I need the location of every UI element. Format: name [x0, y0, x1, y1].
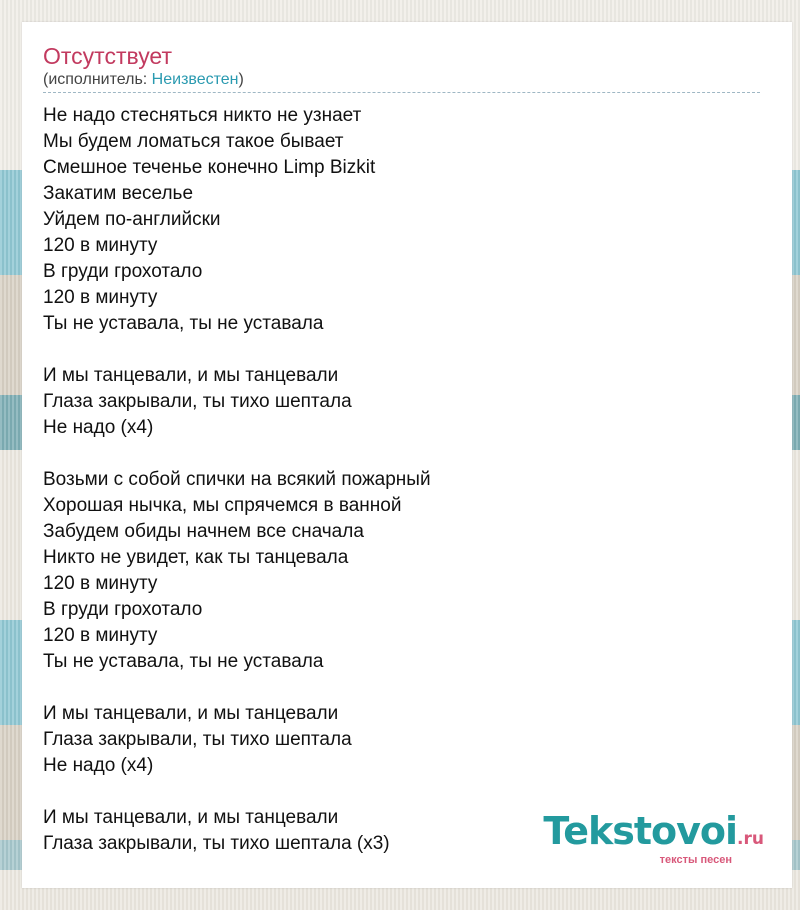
lyric-line: 120 в минуту	[43, 573, 158, 594]
logo-domain: .ru	[737, 829, 764, 849]
site-logo[interactable]	[543, 809, 764, 866]
lyric-line: Уйдем по-английски	[43, 209, 221, 230]
lyric-line: Не надо (x4)	[43, 755, 154, 776]
stanza-break	[43, 779, 760, 805]
lyric-line: В груди грохотало	[43, 261, 203, 282]
logo-wordmark	[543, 809, 764, 858]
lyric-line: Возьми с собой спички на всякий пожарный	[43, 469, 431, 490]
logo-tagline: тексты песен	[659, 854, 732, 866]
lyric-line: Закатим веселье	[43, 183, 194, 204]
lyric-line: Ты не уставала, ты не уставала	[43, 313, 324, 334]
lyric-line: 120 в минуту	[43, 625, 158, 646]
lyric-line: Никто не увидет, как ты танцевала	[43, 547, 349, 568]
performer-line	[43, 70, 760, 93]
stanza-break	[43, 337, 760, 363]
stanza-break	[43, 441, 760, 467]
lyric-line: И мы танцевали, и мы танцевали	[43, 703, 339, 724]
performer-link[interactable]: Неизвестен	[151, 71, 239, 88]
lyrics-card	[22, 22, 792, 888]
lyric-line: Забудем обиды начнем все сначала	[43, 521, 364, 542]
logo-name: Tekstovoi	[543, 809, 738, 853]
lyric-line: Глаза закрывали, ты тихо шептала	[43, 391, 352, 412]
lyrics-text	[43, 103, 760, 857]
performer-suffix: )	[238, 71, 244, 88]
lyric-line: И мы танцевали, и мы танцевали	[43, 365, 339, 386]
lyric-line: Смешное теченье конечно Limp Bizkit	[43, 157, 376, 178]
lyric-line: Глаза закрывали, ты тихо шептала	[43, 729, 352, 750]
lyric-line: И мы танцевали, и мы танцевали	[43, 807, 339, 828]
lyric-line: Не надо стесняться никто не узнает	[43, 105, 362, 126]
lyric-line: Мы будем ломаться такое бывает	[43, 131, 344, 152]
lyric-line: 120 в минуту	[43, 235, 158, 256]
song-title: Отсутствует	[43, 43, 172, 69]
performer-prefix: (исполнитель:	[43, 71, 152, 88]
lyric-line: Ты не уставала, ты не уставала	[43, 651, 324, 672]
lyric-line: Глаза закрывали, ты тихо шептала (x3)	[43, 833, 390, 854]
lyric-line: Не надо (x4)	[43, 417, 154, 438]
stanza-break	[43, 675, 760, 701]
lyric-line: Хорошая нычка, мы спрячемся в ванной	[43, 495, 402, 516]
lyric-line: В груди грохотало	[43, 599, 203, 620]
lyric-line: 120 в минуту	[43, 287, 158, 308]
